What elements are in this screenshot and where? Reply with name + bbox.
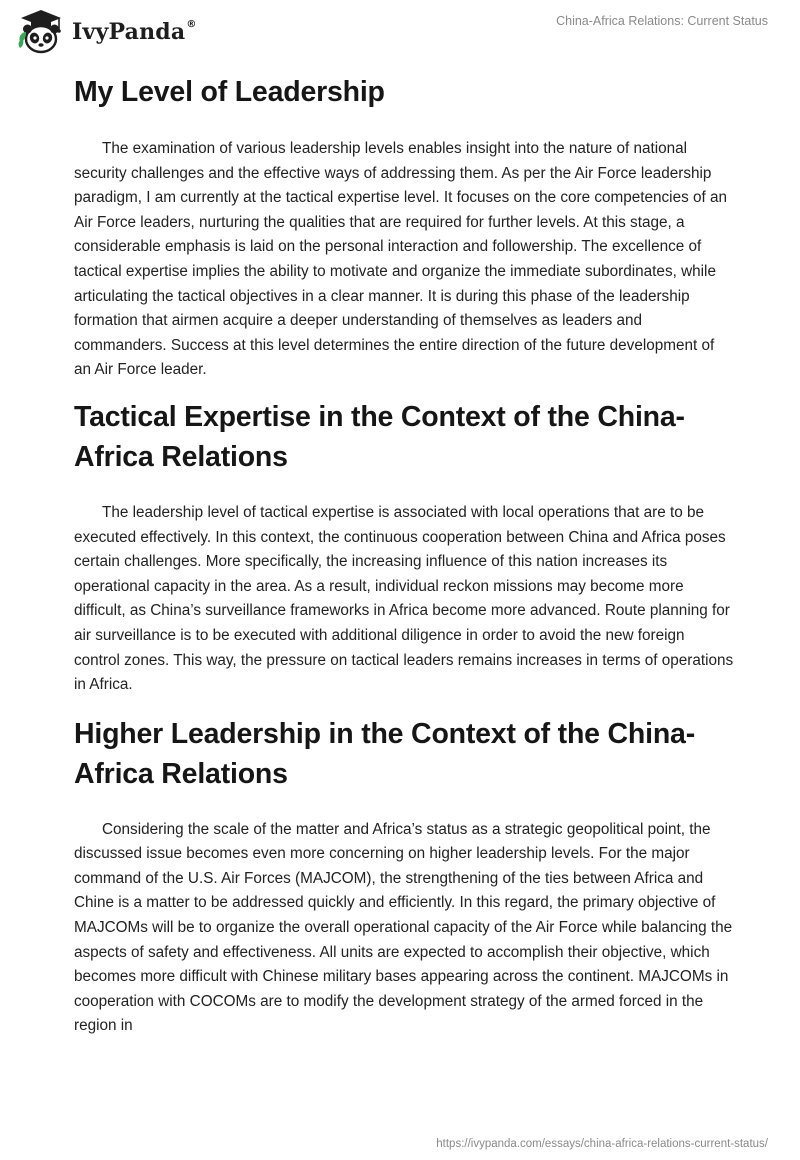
section-heading: Higher Leadership in the Context of the China-Africa Relations <box>74 717 696 790</box>
page-header <box>0 0 800 64</box>
section-higher-leadership <box>74 714 734 1039</box>
section-paragraph: Considering the scale of the matter and Africa’s status as a strategic geopolitical point, the discussed issue becomes even more concerning on higher leadership levels. For the major command of the U.S. Air Forces (MAJCOM), the strengthening of the ties between Africa and Chine is a matter to be addressed quickly and efficiently. In this regard, the primary objective of MAJCOMs will be to organize the overall operational capacity of the Air Force while balancing the aspects of safety and effectiveness. All units are expected to accomplish their objective, which becomes more difficult with Chinese military bases appearing across the continent. MAJCOMs in cooperation with COCOMs are to modify the development strategy of the armed forced in the region in <box>74 820 733 1035</box>
document-title: China-Africa Relations: Current Status <box>556 14 768 28</box>
panda-graduate-icon <box>14 8 68 56</box>
section-heading: Tactical Expertise in the Context of the China-Africa Relations <box>74 400 685 473</box>
section-tactical-expertise <box>74 397 734 698</box>
section-my-level-of-leadership <box>74 72 734 383</box>
registered-mark: ® <box>186 18 197 30</box>
source-url-link[interactable]: https://ivypanda.com/essays/china-africa-relations-current-status/ <box>436 1138 768 1150</box>
section-paragraph: The examination of various leadership levels enables insight into the nature of national security challenges and the effective ways of addressing them. As per the Air Force leadership paradigm, I am currently at the tactical expertise level. It focuses on the core competencies of an Air Force leaders, nurturing the qualities that are required for further levels. At this stage, a considerable emphasis is laid on the personal interaction and followership. The excellence of tactical expertise implies the ability to motivate and organize the immediate subordinates, while articulating the tactical objectives in a clear manner. It is during this phase of the leadership formation that airmen acquire a deeper understanding of themselves as leaders and commanders. Success at this level determines the entire direction of the future development of an Air Force leader. <box>74 140 727 379</box>
brand-name: IvyPanda® <box>72 18 197 45</box>
essay-content <box>74 72 734 1039</box>
section-paragraph: The leadership level of tactical expertise is associated with local operations that are to be executed effectively. In this context, the continuous cooperation between China and Africa poses certain challenges. More specifically, the increasing influence of this nation increases its operational capacity in the area. As a result, individual reckon missions may become more difficult, as China’s surveillance frameworks in Africa become more advanced. Route planning for air surveillance is to be executed with additional diligence in order to avoid the new foreign control zones. This way, the pressure on tactical leaders remains increases in terms of operations in Africa. <box>74 503 734 694</box>
section-heading: My Level of Leadership <box>74 76 385 108</box>
ivypanda-logo[interactable] <box>14 8 197 56</box>
